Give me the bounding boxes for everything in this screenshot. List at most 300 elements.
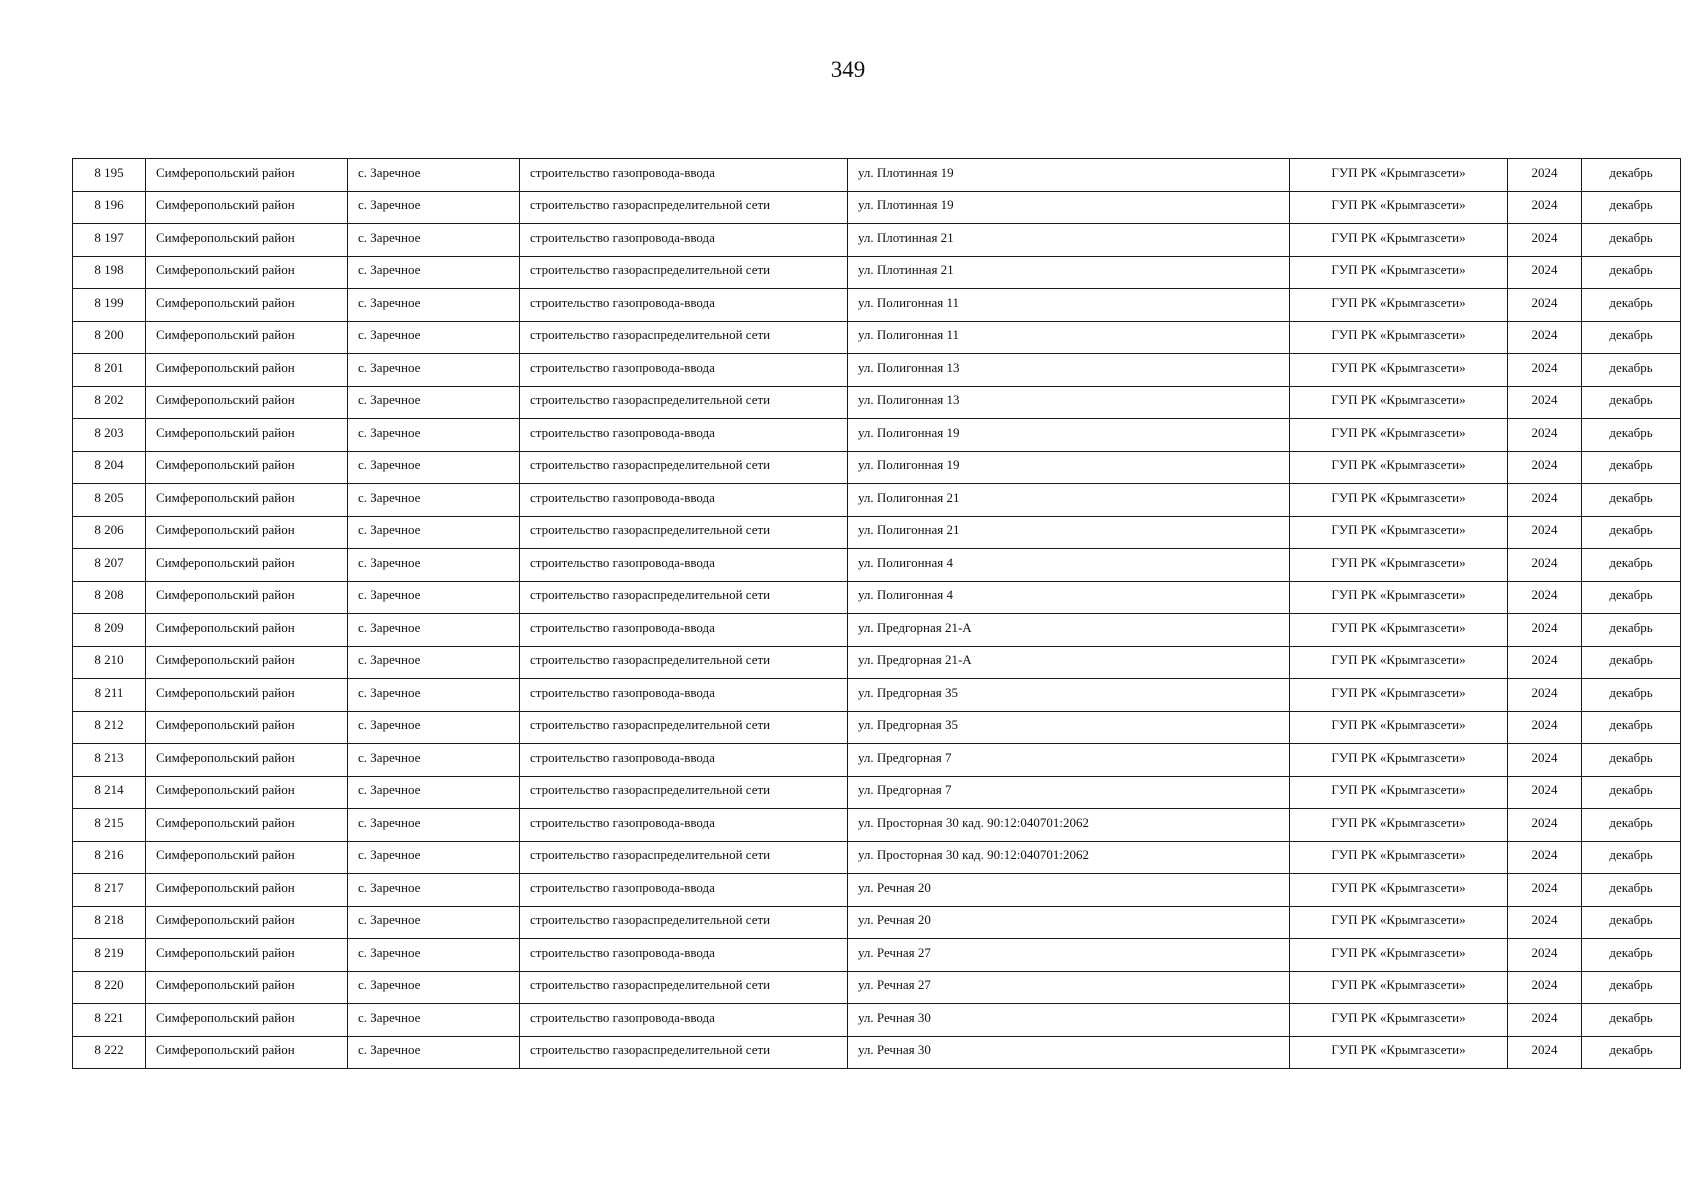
cell-year [1508,581,1582,614]
cell-district-text: Симферопольский район [156,977,295,993]
cell-year [1508,841,1582,874]
cell-address-text: ул. Полигонная 13 [858,392,960,408]
cell-settlement-text: с. Заречное [358,164,421,180]
cell-month-text: декабрь [1609,684,1653,700]
cell-work-type-text: строительство газопровода-ввода [530,424,715,440]
cell-work-type-text: строительство газораспределительной сети [530,912,771,928]
cell-address-text: ул. Речная 27 [858,977,931,993]
table-row [73,614,1681,647]
gas-construction-table [72,158,1681,1069]
cell-settlement-text: с. Заречное [358,1042,421,1058]
cell-organization [1290,776,1508,809]
table-row [73,256,1681,289]
cell-address-text: ул. Речная 30 [858,1042,931,1058]
cell-year [1508,191,1582,224]
cell-year-text: 2024 [1531,652,1558,668]
cell-address [848,906,1290,939]
cell-address-text: ул. Речная 27 [858,944,931,960]
cell-number [73,224,146,257]
cell-organization-text: ГУП РК «Крымгазсети» [1331,522,1466,538]
cell-district-text: Симферопольский район [156,164,295,180]
cell-address-text: ул. Речная 20 [858,912,931,928]
cell-organization-text: ГУП РК «Крымгазсети» [1331,229,1466,245]
cell-month [1582,874,1681,907]
table-row [73,679,1681,712]
cell-work-type-text: строительство газопровода-ввода [530,684,715,700]
cell-address [848,614,1290,647]
cell-year-text: 2024 [1531,424,1558,440]
table-row [73,971,1681,1004]
cell-number [73,679,146,712]
cell-year [1508,646,1582,679]
table-row [73,484,1681,517]
cell-address [848,646,1290,679]
cell-year [1508,256,1582,289]
cell-address [848,809,1290,842]
cell-work-type [520,484,848,517]
cell-organization [1290,744,1508,777]
cell-number [73,809,146,842]
cell-work-type [520,516,848,549]
cell-address-text: ул. Полигонная 21 [858,522,960,538]
cell-year-text: 2024 [1531,782,1558,798]
cell-number [73,1036,146,1069]
cell-number-text: 8 209 [94,619,124,635]
cell-organization-text: ГУП РК «Крымгазсети» [1331,489,1466,505]
cell-year-text: 2024 [1531,717,1558,733]
cell-address-text: ул. Предгорная 21-А [858,652,972,668]
cell-address-text: ул. Предгорная 21-А [858,619,972,635]
cell-work-type-text: строительство газопровода-ввода [530,944,715,960]
cell-settlement [348,451,520,484]
cell-district [146,1004,348,1037]
cell-district [146,939,348,972]
cell-district-text: Симферопольский район [156,619,295,635]
cell-organization [1290,679,1508,712]
cell-number-text: 8 196 [94,197,124,213]
cell-organization-text: ГУП РК «Крымгазсети» [1331,164,1466,180]
cell-work-type-text: строительство газопровода-ввода [530,554,715,570]
cell-address [848,711,1290,744]
cell-address [848,874,1290,907]
cell-work-type-text: строительство газораспределительной сети [530,197,771,213]
cell-year-text: 2024 [1531,1009,1558,1025]
cell-address-text: ул. Речная 20 [858,879,931,895]
cell-address-text: ул. Полигонная 4 [858,587,953,603]
cell-year-text: 2024 [1531,554,1558,570]
cell-settlement [348,159,520,192]
cell-year [1508,289,1582,322]
cell-settlement [348,744,520,777]
cell-settlement [348,841,520,874]
table-row [73,516,1681,549]
cell-year-text: 2024 [1531,587,1558,603]
cell-settlement [348,484,520,517]
cell-year [1508,874,1582,907]
cell-year-text: 2024 [1531,619,1558,635]
cell-year [1508,321,1582,354]
cell-month-text: декабрь [1609,749,1653,765]
cell-work-type [520,971,848,1004]
cell-year-text: 2024 [1531,879,1558,895]
table-row [73,1004,1681,1037]
cell-month-text: декабрь [1609,457,1653,473]
cell-organization [1290,516,1508,549]
cell-district [146,289,348,322]
cell-settlement [348,906,520,939]
cell-address-text: ул. Предгорная 7 [858,782,952,798]
cell-address [848,451,1290,484]
cell-organization-text: ГУП РК «Крымгазсети» [1331,749,1466,765]
cell-settlement-text: с. Заречное [358,262,421,278]
cell-district [146,776,348,809]
cell-address-text: ул. Полигонная 21 [858,489,960,505]
cell-organization [1290,159,1508,192]
cell-district-text: Симферопольский район [156,782,295,798]
cell-settlement-text: с. Заречное [358,782,421,798]
cell-number-text: 8 217 [94,879,124,895]
cell-district [146,354,348,387]
cell-district [146,549,348,582]
cell-organization [1290,451,1508,484]
cell-district-text: Симферопольский район [156,522,295,538]
cell-settlement [348,549,520,582]
cell-year [1508,744,1582,777]
cell-address-text: ул. Полигонная 19 [858,457,960,473]
cell-work-type [520,646,848,679]
cell-work-type-text: строительство газопровода-ввода [530,879,715,895]
cell-address [848,744,1290,777]
cell-address [848,549,1290,582]
cell-settlement [348,419,520,452]
cell-organization-text: ГУП РК «Крымгазсети» [1331,294,1466,310]
cell-district-text: Симферопольский район [156,229,295,245]
cell-settlement-text: с. Заречное [358,294,421,310]
cell-number [73,874,146,907]
cell-district-text: Симферопольский район [156,944,295,960]
cell-number-text: 8 214 [94,782,124,798]
cell-work-type-text: строительство газопровода-ввода [530,814,715,830]
cell-work-type-text: строительство газопровода-ввода [530,359,715,375]
cell-work-type-text: строительство газораспределительной сети [530,587,771,603]
cell-month [1582,809,1681,842]
cell-address [848,159,1290,192]
cell-settlement-text: с. Заречное [358,977,421,993]
cell-number-text: 8 205 [94,489,124,505]
cell-organization-text: ГУП РК «Крымгазсети» [1331,944,1466,960]
cell-work-type-text: строительство газопровода-ввода [530,229,715,245]
cell-settlement [348,809,520,842]
table-row [73,906,1681,939]
cell-month-text: декабрь [1609,294,1653,310]
cell-month [1582,1036,1681,1069]
cell-year [1508,354,1582,387]
table-row [73,744,1681,777]
cell-number [73,354,146,387]
cell-organization-text: ГУП РК «Крымгазсети» [1331,424,1466,440]
cell-month [1582,711,1681,744]
cell-district [146,971,348,1004]
cell-number [73,451,146,484]
cell-address [848,484,1290,517]
cell-work-type [520,451,848,484]
cell-address-text: ул. Предгорная 35 [858,684,958,700]
cell-address [848,776,1290,809]
cell-number [73,256,146,289]
cell-number [73,971,146,1004]
cell-district-text: Симферопольский район [156,489,295,505]
cell-settlement-text: с. Заречное [358,587,421,603]
cell-work-type-text: строительство газопровода-ввода [530,1009,715,1025]
cell-district-text: Симферопольский район [156,717,295,733]
cell-district-text: Симферопольский район [156,912,295,928]
cell-year-text: 2024 [1531,814,1558,830]
cell-organization [1290,354,1508,387]
cell-district [146,451,348,484]
cell-year-text: 2024 [1531,489,1558,505]
cell-district-text: Симферопольский район [156,197,295,213]
cell-settlement-text: с. Заречное [358,912,421,928]
cell-settlement [348,711,520,744]
cell-settlement [348,516,520,549]
table-row [73,386,1681,419]
cell-district [146,711,348,744]
cell-year-text: 2024 [1531,359,1558,375]
cell-address [848,256,1290,289]
cell-month [1582,939,1681,972]
cell-month-text: декабрь [1609,262,1653,278]
cell-district [146,809,348,842]
cell-number [73,419,146,452]
cell-year [1508,1036,1582,1069]
cell-month-text: декабрь [1609,197,1653,213]
table-row [73,191,1681,224]
cell-year [1508,809,1582,842]
cell-year-text: 2024 [1531,164,1558,180]
cell-district-text: Симферопольский район [156,587,295,603]
cell-settlement [348,581,520,614]
cell-address [848,321,1290,354]
cell-organization-text: ГУП РК «Крымгазсети» [1331,847,1466,863]
cell-work-type-text: строительство газораспределительной сети [530,457,771,473]
cell-work-type [520,354,848,387]
cell-work-type-text: строительство газораспределительной сети [530,327,771,343]
table-row [73,939,1681,972]
table-row [73,581,1681,614]
cell-district [146,224,348,257]
cell-year-text: 2024 [1531,912,1558,928]
cell-district-text: Симферопольский район [156,684,295,700]
cell-organization [1290,549,1508,582]
cell-number [73,614,146,647]
cell-organization-text: ГУП РК «Крымгазсети» [1331,912,1466,928]
cell-address-text: ул. Плотинная 21 [858,262,954,278]
cell-work-type-text: строительство газораспределительной сети [530,522,771,538]
cell-year-text: 2024 [1531,522,1558,538]
cell-settlement-text: с. Заречное [358,489,421,505]
cell-district-text: Симферопольский район [156,1042,295,1058]
cell-settlement [348,614,520,647]
cell-work-type [520,939,848,972]
cell-work-type [520,1036,848,1069]
cell-settlement [348,679,520,712]
cell-month-text: декабрь [1609,392,1653,408]
cell-district-text: Симферопольский район [156,327,295,343]
cell-year [1508,159,1582,192]
cell-month [1582,321,1681,354]
cell-month [1582,841,1681,874]
cell-district [146,516,348,549]
cell-year-text: 2024 [1531,392,1558,408]
cell-month-text: декабрь [1609,554,1653,570]
cell-address [848,289,1290,322]
cell-organization [1290,809,1508,842]
cell-month-text: декабрь [1609,164,1653,180]
cell-organization [1290,711,1508,744]
cell-month [1582,419,1681,452]
cell-district [146,419,348,452]
cell-organization-text: ГУП РК «Крымгазсети» [1331,587,1466,603]
cell-work-type-text: строительство газопровода-ввода [530,294,715,310]
cell-organization-text: ГУП РК «Крымгазсети» [1331,717,1466,733]
cell-organization [1290,939,1508,972]
cell-settlement [348,776,520,809]
cell-month-text: декабрь [1609,1009,1653,1025]
cell-district-text: Симферопольский район [156,554,295,570]
cell-number [73,321,146,354]
cell-month [1582,354,1681,387]
cell-district [146,581,348,614]
cell-number [73,1004,146,1037]
cell-district-text: Симферопольский район [156,814,295,830]
cell-year-text: 2024 [1531,327,1558,343]
cell-settlement [348,939,520,972]
cell-month-text: декабрь [1609,652,1653,668]
cell-work-type [520,289,848,322]
cell-number-text: 8 213 [94,749,124,765]
cell-organization-text: ГУП РК «Крымгазсети» [1331,652,1466,668]
cell-settlement-text: с. Заречное [358,944,421,960]
cell-address [848,971,1290,1004]
cell-district-text: Симферопольский район [156,294,295,310]
cell-year [1508,776,1582,809]
cell-district-text: Симферопольский район [156,847,295,863]
cell-work-type-text: строительство газопровода-ввода [530,164,715,180]
table-row [73,159,1681,192]
cell-settlement [348,386,520,419]
cell-district-text: Симферопольский район [156,424,295,440]
cell-settlement-text: с. Заречное [358,814,421,830]
cell-number [73,289,146,322]
cell-settlement-text: с. Заречное [358,424,421,440]
cell-month-text: декабрь [1609,912,1653,928]
cell-organization-text: ГУП РК «Крымгазсети» [1331,359,1466,375]
cell-number-text: 8 201 [94,359,124,375]
cell-month [1582,451,1681,484]
cell-number-text: 8 198 [94,262,124,278]
cell-work-type [520,321,848,354]
cell-work-type [520,906,848,939]
cell-month-text: декабрь [1609,814,1653,830]
cell-district [146,484,348,517]
cell-month-text: декабрь [1609,522,1653,538]
cell-district [146,191,348,224]
cell-settlement [348,191,520,224]
cell-address-text: ул. Полигонная 19 [858,424,960,440]
cell-organization-text: ГУП РК «Крымгазсети» [1331,1042,1466,1058]
cell-district [146,386,348,419]
cell-month-text: декабрь [1609,1042,1653,1058]
cell-month-text: декабрь [1609,717,1653,733]
cell-address [848,939,1290,972]
cell-year-text: 2024 [1531,262,1558,278]
cell-number-text: 8 199 [94,294,124,310]
cell-organization [1290,191,1508,224]
cell-number [73,939,146,972]
cell-number [73,581,146,614]
cell-district-text: Симферопольский район [156,879,295,895]
cell-work-type-text: строительство газораспределительной сети [530,652,771,668]
cell-work-type-text: строительство газораспределительной сети [530,392,771,408]
cell-number [73,516,146,549]
cell-year [1508,386,1582,419]
cell-settlement-text: с. Заречное [358,522,421,538]
cell-number-text: 8 219 [94,944,124,960]
cell-address-text: ул. Просторная 30 кад. 90:12:040701:2062 [858,847,1089,863]
cell-work-type-text: строительство газораспределительной сети [530,847,771,863]
cell-month-text: декабрь [1609,879,1653,895]
cell-address [848,191,1290,224]
cell-district [146,1036,348,1069]
cell-organization-text: ГУП РК «Крымгазсети» [1331,879,1466,895]
cell-organization-text: ГУП РК «Крымгазсети» [1331,554,1466,570]
cell-settlement [348,1004,520,1037]
cell-address [848,354,1290,387]
cell-month [1582,744,1681,777]
cell-year [1508,451,1582,484]
cell-number-text: 8 208 [94,587,124,603]
cell-number [73,711,146,744]
cell-month [1582,256,1681,289]
cell-month [1582,516,1681,549]
cell-district-text: Симферопольский район [156,1009,295,1025]
cell-district [146,614,348,647]
cell-work-type [520,776,848,809]
cell-district-text: Симферопольский район [156,652,295,668]
cell-address [848,841,1290,874]
cell-number-text: 8 204 [94,457,124,473]
cell-work-type-text: строительство газораспределительной сети [530,1042,771,1058]
cell-month [1582,484,1681,517]
cell-month [1582,159,1681,192]
cell-organization [1290,224,1508,257]
cell-work-type-text: строительство газораспределительной сети [530,262,771,278]
cell-address-text: ул. Полигонная 13 [858,359,960,375]
cell-work-type-text: строительство газопровода-ввода [530,749,715,765]
table-body [73,159,1681,1069]
cell-month [1582,549,1681,582]
table-row [73,354,1681,387]
table-row [73,289,1681,322]
cell-settlement-text: с. Заречное [358,197,421,213]
cell-work-type [520,224,848,257]
cell-month-text: декабрь [1609,619,1653,635]
cell-month-text: декабрь [1609,977,1653,993]
cell-number [73,159,146,192]
cell-organization-text: ГУП РК «Крымгазсети» [1331,977,1466,993]
cell-year-text: 2024 [1531,1042,1558,1058]
cell-work-type-text: строительство газопровода-ввода [530,489,715,505]
